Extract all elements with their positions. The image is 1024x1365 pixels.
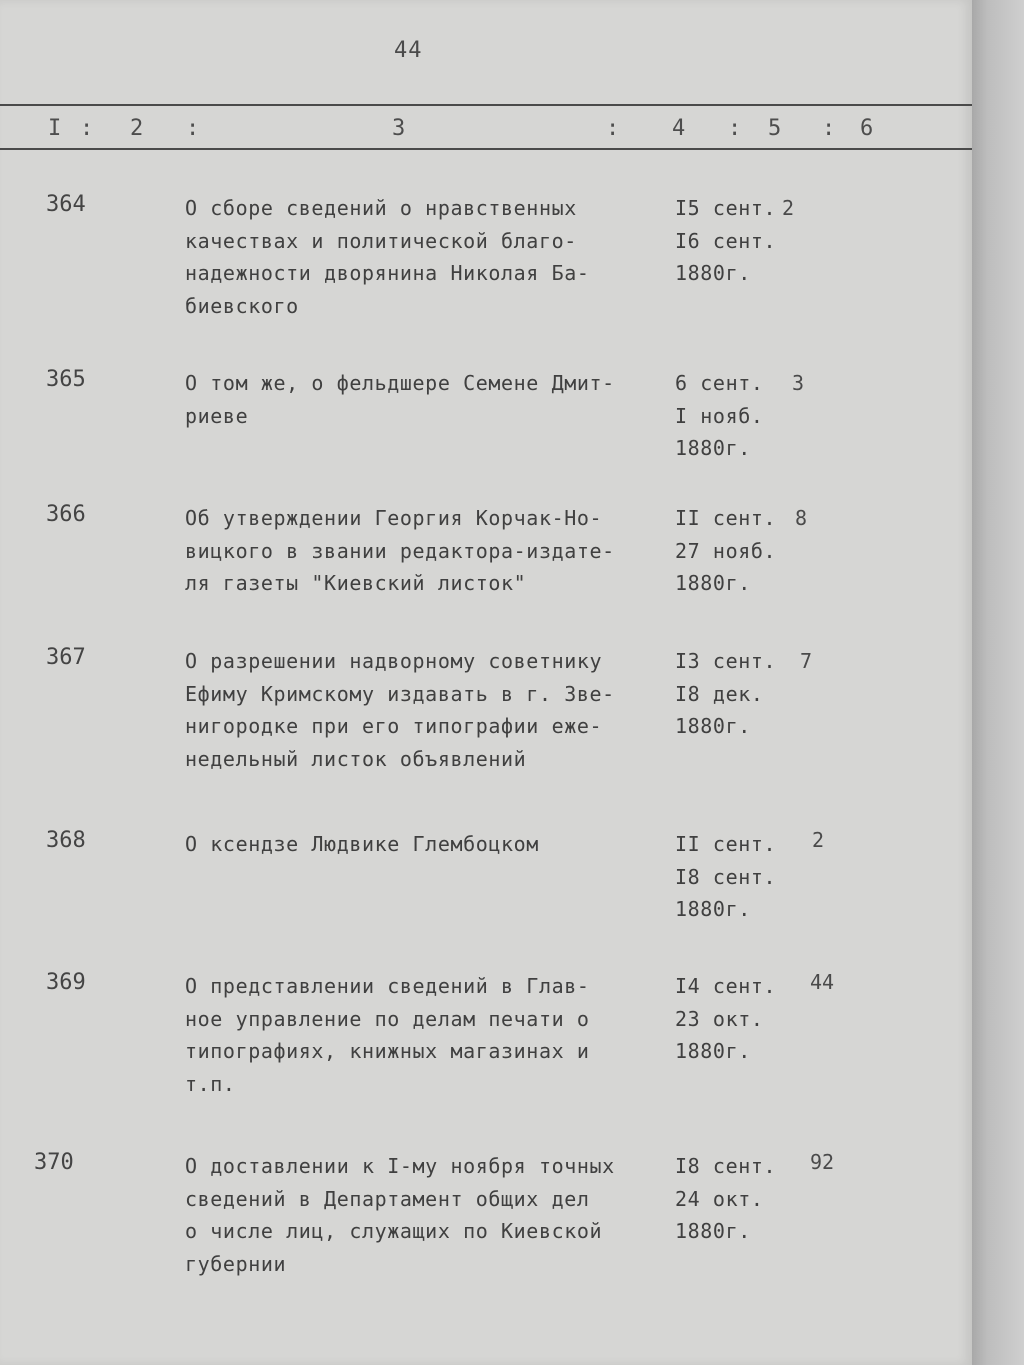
column-separator: : — [822, 116, 836, 141]
record-dates — [675, 367, 785, 465]
column-header-6: 6 — [860, 116, 874, 141]
record-dates — [675, 1150, 785, 1248]
page-edge-shadow — [972, 0, 1024, 1365]
title-line: т.п. — [185, 1071, 236, 1096]
date-line: I4 сент. — [675, 974, 777, 998]
header-rule-bottom — [0, 148, 972, 150]
record-sheet-count: 2 — [782, 196, 795, 220]
title-line: Ефиму Кримскому издавать в г. Зве- — [185, 681, 615, 706]
title-line: о числе лиц, служащих по Киевской — [185, 1219, 603, 1243]
record-number: 365 — [46, 367, 86, 392]
title-line: качествах и политической благо- — [185, 228, 577, 253]
date-line: I8 дек. — [675, 681, 764, 706]
column-header-1: I — [48, 116, 62, 141]
title-line: ля газеты "Киевский листок" — [185, 571, 527, 595]
title-line: нигородке при его типографии еже- — [185, 714, 603, 738]
title-line: О том же, о фельдшере Семене Дмит- — [185, 371, 615, 395]
title-line: типографиях, книжных магазинах и — [185, 1039, 590, 1063]
record-title — [185, 828, 665, 861]
record-dates — [675, 645, 785, 743]
column-separator: : — [606, 116, 620, 141]
date-line: 1880г. — [675, 1039, 751, 1063]
record-sheet-count: 3 — [792, 371, 805, 395]
record-number: 364 — [46, 192, 86, 217]
title-line: риеве — [185, 403, 249, 428]
column-header-3: 3 — [392, 116, 406, 141]
date-line: 23 окт. — [675, 1006, 764, 1031]
column-separator: : — [186, 116, 200, 141]
record-sheet-count: 8 — [795, 506, 808, 530]
date-line: I3 сент. — [675, 649, 777, 673]
date-line: 1880г. — [675, 571, 751, 595]
column-separator: : — [728, 116, 742, 141]
record-number: 368 — [46, 828, 86, 853]
date-line: 1880г. — [675, 436, 751, 460]
date-line: 24 окт. — [675, 1186, 764, 1211]
date-line: II сент. — [675, 832, 777, 856]
date-line: 1880г. — [675, 897, 751, 921]
record-sheet-count: 7 — [800, 649, 813, 673]
title-line: О ксендзе Людвике Глембоцком — [185, 832, 539, 856]
column-header-5: 5 — [768, 116, 782, 141]
title-line: губернии — [185, 1251, 287, 1276]
record-sheet-count: 92 — [810, 1150, 835, 1174]
title-line: надежности дворянина Николая Ба- — [185, 261, 590, 285]
record-dates — [675, 828, 785, 926]
date-line: I5 сент. — [675, 196, 777, 220]
record-title — [185, 645, 665, 775]
title-line: вицкого в звании редактора-издате- — [185, 538, 615, 563]
record-sheet-count: 44 — [810, 970, 835, 994]
date-line: 6 сент. — [675, 371, 764, 395]
record-dates — [675, 970, 785, 1068]
date-line: I8 сент. — [675, 1154, 777, 1178]
record-number: 366 — [46, 502, 86, 527]
record-title — [185, 192, 665, 322]
header-rule-top — [0, 104, 972, 106]
date-line: I6 сент. — [675, 228, 777, 253]
date-line: 1880г. — [675, 714, 751, 738]
title-line: О разрешении надворному советнику — [185, 649, 603, 673]
record-sheet-count: 2 — [812, 828, 825, 852]
record-dates — [675, 502, 785, 600]
column-separator: : — [80, 116, 94, 141]
title-line: биевского — [185, 293, 299, 318]
date-line: 27 нояб. — [675, 538, 777, 563]
column-header-4: 4 — [672, 116, 686, 141]
date-line: I8 сент. — [675, 864, 777, 889]
record-number: 369 — [46, 970, 86, 995]
date-line: 1880г. — [675, 1219, 751, 1243]
record-title — [185, 1150, 665, 1280]
date-line: I нояб. — [675, 403, 764, 428]
title-line: О доставлении к I-му ноября точных — [185, 1154, 615, 1178]
record-title — [185, 970, 665, 1100]
record-number: 370 — [34, 1150, 74, 1175]
record-title — [185, 367, 665, 432]
date-line: II сент. — [675, 506, 777, 530]
title-line: недельный листок объявлений — [185, 746, 527, 771]
column-header-2: 2 — [130, 116, 144, 141]
title-line: сведений в Департамент общих дел — [185, 1186, 590, 1211]
title-line: ное управление по делам печати о — [185, 1006, 590, 1031]
title-line: О сборе сведений о нравственных — [185, 196, 577, 220]
record-number: 367 — [46, 645, 86, 670]
title-line: О представлении сведений в Глав- — [185, 974, 590, 998]
date-line: 1880г. — [675, 261, 751, 285]
page-number: 44 — [394, 38, 423, 63]
record-dates — [675, 192, 785, 290]
record-title — [185, 502, 665, 600]
title-line: Об утверждении Георгия Корчак-Но- — [185, 506, 603, 530]
